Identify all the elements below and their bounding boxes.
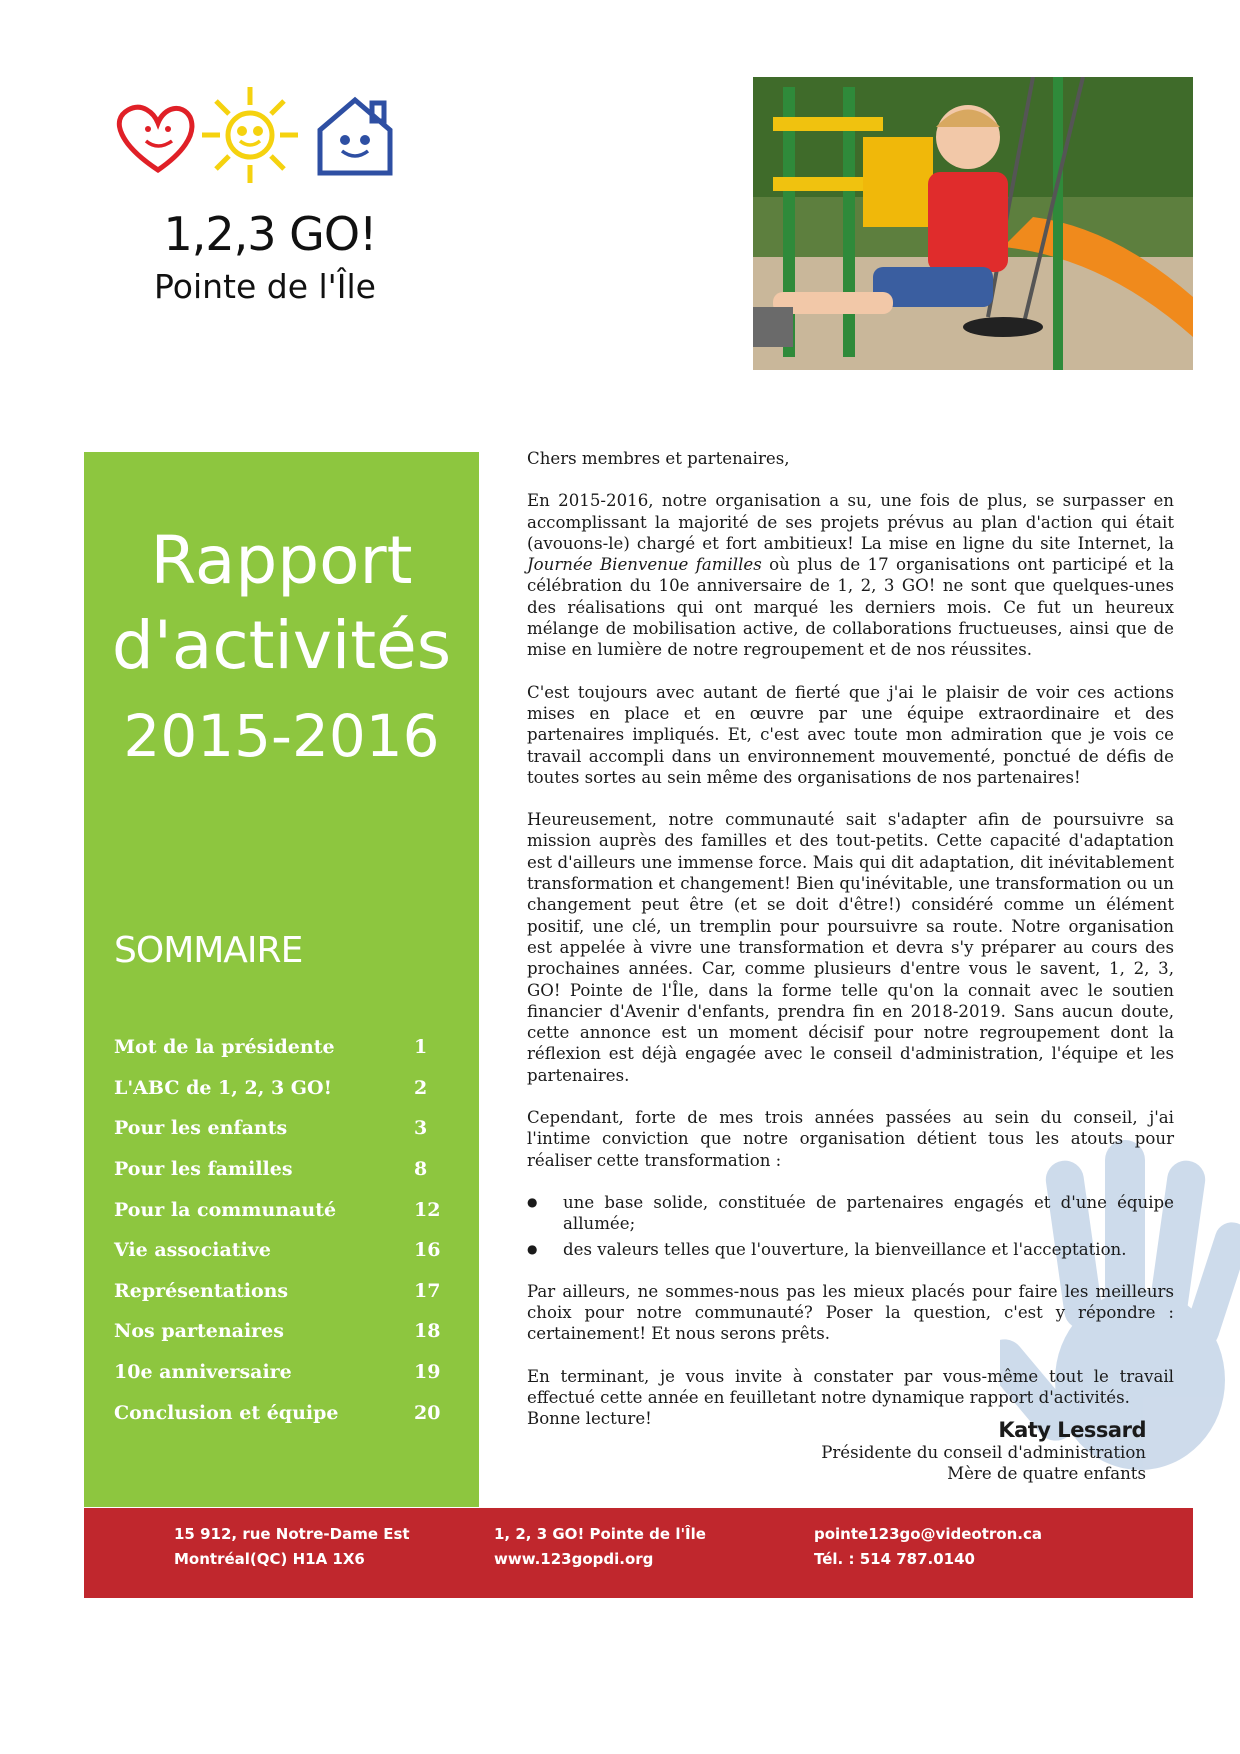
- letter-paragraph: Cependant, forte de mes trois années passées au sein du conseil, j'ai l'intime conviction que notre organisation détient tous les atouts pour réaliser cette transformation :: [527, 1108, 1174, 1170]
- logo-graphic: [110, 85, 410, 210]
- toc-item-page: 18: [414, 1320, 441, 1343]
- footer-contact: [814, 1522, 1042, 1572]
- toc-item-label: Nos partenaires: [114, 1320, 284, 1343]
- table-of-contents: [114, 1027, 454, 1433]
- toc-item[interactable]: [114, 1027, 454, 1068]
- heart-icon: [119, 107, 192, 170]
- toc-item[interactable]: [114, 1230, 454, 1271]
- toc-item-label: Pour la communauté: [114, 1198, 337, 1221]
- report-title-line2: d'activités: [111, 607, 452, 684]
- logo-subtitle: Pointe de l'Île: [154, 267, 376, 306]
- toc-item-page: 3: [414, 1117, 428, 1140]
- footer: [84, 1508, 1193, 1598]
- letter-paragraph: En terminant, je vous invite à constater par vous-même tout le travail effectué cette année en feuilletant notre dynamique rapport d'activités. Bonne lecture!: [527, 1366, 1174, 1429]
- list-item: ● des valeurs telles que l'ouverture, la bienveillance et l'acceptation.: [527, 1239, 1174, 1260]
- report-title-line1: Rapport: [150, 522, 413, 599]
- footer-website-link[interactable]: www.123gopdi.org: [494, 1550, 654, 1568]
- toc-item-label: Pour les familles: [114, 1158, 293, 1181]
- letter-paragraph: Par ailleurs, ne sommes-nous pas les mieux placés pour faire les meilleurs choix pour notre communauté? Poser la question, c'est y répondre : certainement! Et nous serons prêts.: [527, 1281, 1174, 1344]
- sun-icon: [202, 87, 298, 183]
- signature-note: Mère de quatre enfants: [947, 1464, 1146, 1484]
- toc-item-page: 16: [414, 1239, 441, 1262]
- toc-item[interactable]: [114, 1189, 454, 1230]
- toc-item-label: L'ABC de 1, 2, 3 GO!: [114, 1076, 332, 1099]
- toc-item[interactable]: [114, 1392, 454, 1433]
- letter-paragraph: C'est toujours avec autant de fierté que j'ai le plaisir de voir ces actions mises en place et en œuvre par une équipe extraordinaire et des partenaires impliqués. Et, c'est avec toute mon admiration que je vois ce travail accompli dans un environnement mouvementé, ponctué de défis de toutes sortes au sein même des organisations de nos partenaires!: [527, 682, 1174, 787]
- report-year: 2015-2016: [123, 702, 440, 770]
- footer-org: [494, 1522, 706, 1572]
- signature-role: Présidente du conseil d'administration: [821, 1443, 1146, 1462]
- toc-item[interactable]: [114, 1352, 454, 1393]
- toc-item-label: Conclusion et équipe: [114, 1401, 339, 1424]
- sidebar: [84, 452, 479, 1507]
- footer-phone: Tél. : 514 787.0140: [814, 1550, 975, 1568]
- signature-block: [686, 1418, 1146, 1485]
- toc-item-label: Représentations: [114, 1279, 289, 1302]
- toc-item-page: 2: [414, 1076, 428, 1099]
- toc-item[interactable]: [114, 1108, 454, 1149]
- letter-paragraph: Heureusement, notre communauté sait s'adapter afin de poursuivre sa mission auprès des familles et des tout-petits. Cette capacité d'adaptation est d'ailleurs une immense force. Mais qui dit adaptation, dit inévitablement transformation et changement! Bien qu'inévitable, une transformation ou un changement peut être (et se doit d'être!) considéré comme un élément positif, une clé, un tremplin pour poursuivre sa route. Notre organisation est appelée à vivre une transformation et devra s'y préparer au cours des prochaines années. Car, comme plusieurs d'entre vous le savent, 1, 2, 3, GO! Pointe de l'Île, dans la forme telle qu'on la connait avec le soutien financier d'Avenir d'enfants, prendra fin en 2018-2019. Sans aucun doute, cette annonce est un moment décisif pour notre regroupement dont la réflexion est déjà engagée avec le conseil d'administration, l'équipe et les partenaires.: [527, 810, 1174, 1085]
- toc-item-page: 17: [414, 1279, 441, 1302]
- toc-item-page: 19: [414, 1361, 441, 1384]
- toc-item[interactable]: [114, 1271, 454, 1312]
- toc-item-label: Pour les enfants: [114, 1117, 288, 1140]
- president-letter: [527, 448, 1174, 1430]
- toc-item[interactable]: [114, 1311, 454, 1352]
- summary-heading: SOMMAIRE: [114, 930, 303, 971]
- list-item: ● une base solide, constituée de partenaires engagés et d'une équipe allumée;: [527, 1192, 1174, 1235]
- toc-item-label: 10e anniversaire: [114, 1361, 292, 1384]
- child-on-swing-photo: [753, 77, 1193, 370]
- toc-item-page: 1: [414, 1036, 428, 1059]
- toc-item[interactable]: [114, 1068, 454, 1109]
- letter-bullets: [527, 1192, 1174, 1260]
- letter-paragraph: En 2015-2016, notre organisation a su, une fois de plus, se surpasser en accomplissant la majorité de ses projets prévus au plan d'action qui était (avouons-le) chargé et fort ambitieux! La mise en ligne du site Internet, la Journée Bienvenue familles où plus de 17 organisations ont participé et la célébration du 10e anniversaire de 1, 2, 3 GO! ne sont que quelques-unes des réalisations qui ont marqué les derniers mois. Ce fut un heureux mélange de mobilisation active, de collaborations fructueuses, ainsi que de mise en lumière de notre regroupement et de nos réussites.: [527, 491, 1174, 660]
- logo: [110, 85, 410, 315]
- toc-item-label: Vie associative: [114, 1239, 271, 1262]
- toc-item-page: 20: [414, 1401, 441, 1424]
- footer-email-link[interactable]: pointe123go@videotron.ca: [814, 1525, 1042, 1543]
- footer-address: 15 912, rue Notre-Dame Est Montréal(QC) H1A 1X6: [174, 1525, 410, 1568]
- toc-item-page: 12: [414, 1198, 441, 1221]
- signature-name: Katy Lessard: [998, 1418, 1146, 1442]
- logo-name: 1,2,3 GO!: [163, 207, 377, 261]
- toc-item-label: Mot de la présidente: [114, 1036, 335, 1059]
- toc-item-page: 8: [414, 1158, 428, 1181]
- footer-org-name: 1, 2, 3 GO! Pointe de l'Île: [494, 1525, 706, 1543]
- toc-item[interactable]: [114, 1149, 454, 1190]
- house-icon: [320, 100, 390, 173]
- letter-greeting: Chers membres et partenaires,: [527, 449, 790, 468]
